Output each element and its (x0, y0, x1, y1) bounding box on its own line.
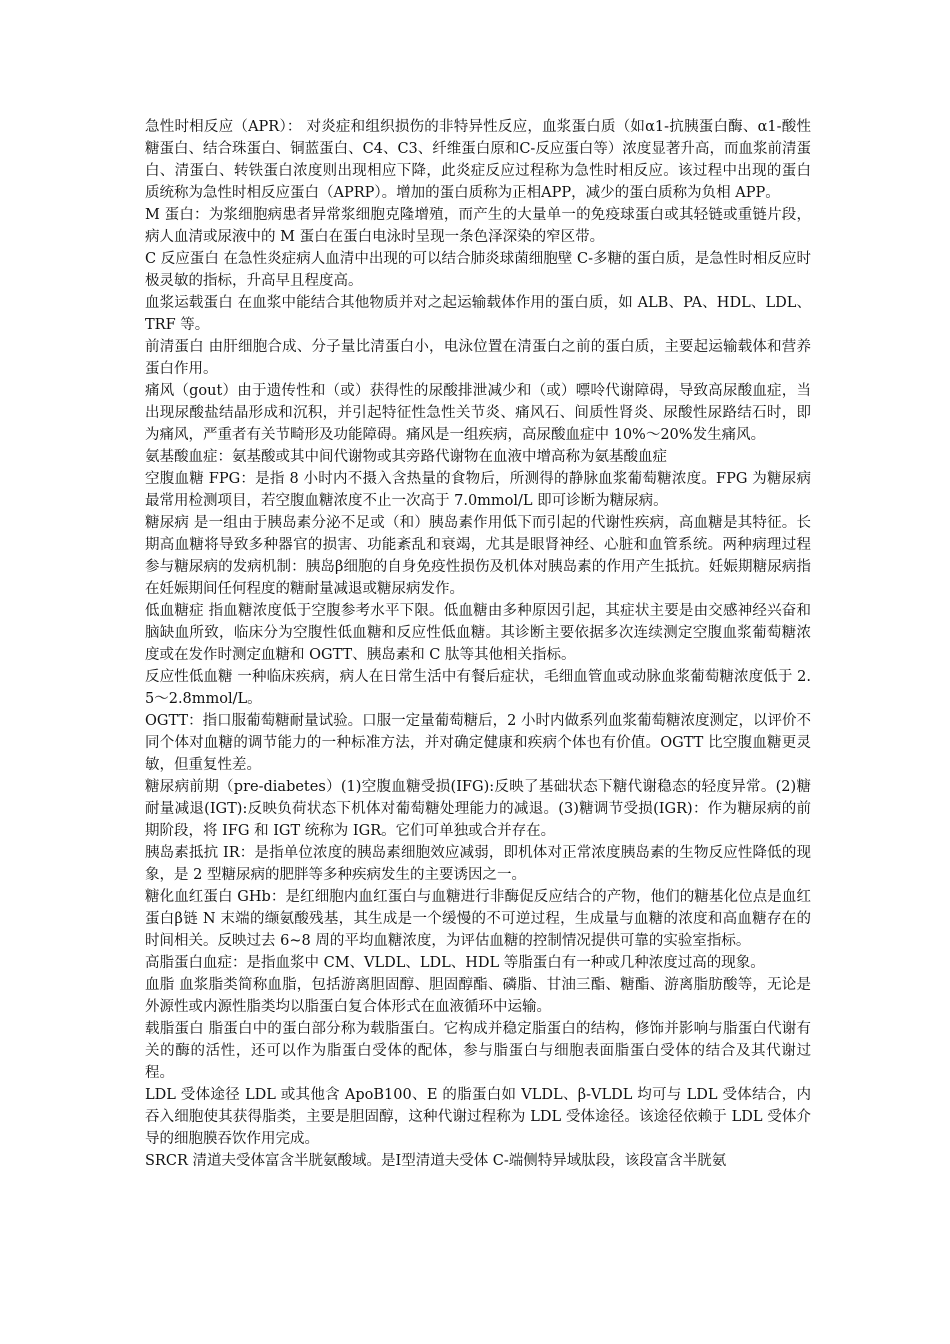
paragraph-diabetes: 糖尿病 是一组由于胰岛素分泌不足或（和）胰岛素作用低下而引起的代谢性疾病，高血糖是其特征。长期高血糖将导致多种器官的损害、功能紊乱和衰竭，尤其是眼肾神经、心脏和血管系统。两种病理过程参与糖尿病的发病机制：胰岛β细胞的自身免疫性损伤及机体对胰岛素的作用产生抵抗。妊娠期糖尿病指在妊娠期间任何程度的糖耐量减退或糖尿病发作。 (145, 515, 811, 597)
paragraph-gout: 痛风（gout）由于遗传性和（或）获得性的尿酸排泄减少和（或）嘌呤代谢障碍，导致高尿酸血症，当出现尿酸盐结晶形成和沉积，并引起特征性急性关节炎、痛风石、间质性肾炎、尿酸性尿路结石时，即为痛风，严重者有关节畸形及功能障碍。痛风是一组疾病，高尿酸血症中 10%～20%发生痛风。 (145, 383, 811, 443)
paragraph-hypoglycemia: 低血糖症 指血糖浓度低于空腹参考水平下限。低血糖由多种原因引起，其症状主要是由交感神经兴奋和脑缺血所致，临床分为空腹性低血糖和反应性低血糖。其诊断主要依据多次连续测定空腹血浆葡萄糖浓度或在发作时测定血糖和 OGTT、胰岛素和 C 肽等其他相关指标。 (145, 603, 811, 663)
paragraph-fpg: 空腹血糖 FPG：是指 8 小时内不摄入含热量的食物后，所测得的静脉血浆葡萄糖浓度。FPG 为糖尿病最常用检测项目，若空腹血糖浓度不止一次高于 7.0mmol/L 即可诊断为糖尿病。 (145, 471, 811, 509)
paragraph-ogtt: OGTT：指口服葡萄糖耐量试验。口服一定量葡萄糖后，2 小时内做系列血浆葡萄糖浓度测定，以评价不同个体对血糖的调节能力的一种标准方法，并对确定健康和疾病个体也有价值。OGTT 比空腹血糖更灵敏，但重复性差。 (145, 713, 811, 773)
paragraph-prealbumin: 前清蛋白 由肝细胞合成、分子量比清蛋白小，电泳位置在清蛋白之前的蛋白质，主要起运输载体和营养蛋白作用。 (145, 339, 811, 377)
paragraph-ldl-receptor-pathway: LDL 受体途径 LDL 或其他含 ApoB100、E 的脂蛋白如 VLDL、β-VLDL 均可与 LDL 受体结合，内吞入细胞使其获得脂类，主要是胆固醇，这种代谢过程称为 LDL 受体途径。该途径依赖于 LDL 受体介导的细胞膜吞饮作用完成。 (145, 1087, 811, 1147)
paragraph-aminoacidemia: 氨基酸血症：氨基酸或其中间代谢物或其旁路代谢物在血液中增高称为氨基酸血症 (145, 449, 667, 465)
paragraph-reactive-hypoglycemia: 反应性低血糖 一种临床疾病，病人在日常生活中有餐后症状，毛细血管血或动脉血浆葡萄糖浓度低于 2.5～2.8mmol/L。 (145, 669, 811, 707)
paragraph-insulin-resistance: 胰岛素抵抗 IR：是指单位浓度的胰岛素细胞效应减弱，即机体对正常浓度胰岛素的生物反应性降低的现象，是 2 型糖尿病的肥胖等多种疾病发生的主要诱因之一。 (145, 845, 811, 883)
paragraph-m-protein: M 蛋白：为浆细胞病患者异常浆细胞克隆增殖，而产生的大量单一的免疫球蛋白或其轻链或重链片段，病人血清或尿液中的 M 蛋白在蛋白电泳时呈现一条色泽深染的窄区带。 (145, 207, 811, 245)
paragraph-srcr: SRCR 清道夫受体富含半胱氨酸域。是Ⅰ型清道夫受体 C-端侧特异域肽段，该段富含半胱氨 (145, 1153, 727, 1169)
paragraph-c-reactive-protein: C 反应蛋白 在急性炎症病人血清中出现的可以结合肺炎球菌细胞壁 C-多糖的蛋白质，是急性时相反应时极灵敏的指标，升高早且程度高。 (145, 251, 811, 289)
document-body (145, 116, 811, 1172)
paragraph-ghb: 糖化血红蛋白 GHb：是红细胞内血红蛋白与血糖进行非酶促反应结合的产物，他们的糖基化位点是血红蛋白β链 N 末端的缬氨酸残基，其生成是一个缓慢的不可逆过程，生成量与血糖的浓度和高血糖存在的时间相关。反映过去 6~8 周的平均血糖浓度，为评估血糖的控制情况提供可靠的实验室指标。 (145, 889, 811, 949)
paragraph-prediabetes: 糖尿病前期（pre-diabetes）(1)空腹血糖受损(IFG):反映了基础状态下糖代谢稳态的轻度异常。(2)糖耐量减退(IGT):反映负荷状态下机体对葡萄糖处理能力的减退。(3)糖调节受损(IGR)：作为糖尿病的前期阶段，将 IFG 和 IGT 统称为 IGR。它们可单独或合并存在。 (145, 779, 811, 839)
paragraph-plasma-carrier-protein: 血浆运载蛋白 在血浆中能结合其他物质并对之起运输载体作用的蛋白质，如 ALB、PA、HDL、LDL、TRF 等。 (145, 295, 811, 333)
paragraph-hyperlipoproteinemia: 高脂蛋白血症：是指血浆中 CM、VLDL、LDL、HDL 等脂蛋白有一种或几种浓度过高的现象。 (145, 955, 765, 971)
paragraph-apr: 急性时相反应（APR）： 对炎症和组织损伤的非特异性反应，血浆蛋白质（如α1-抗胰蛋白酶、α1-酸性糖蛋白、结合珠蛋白、铜蓝蛋白、C4、C3、纤维蛋白原和C-反应蛋白等）浓度显著升高，而血浆前清蛋白、清蛋白、转铁蛋白浓度则出现相应下降，此炎症反应过程称为急性时相反应。该过程中出现的蛋白质统称为急性时相反应蛋白（APRP）。增加的蛋白质称为正相APP，减少的蛋白质称为负相 APP。 (145, 119, 811, 201)
paragraph-apolipoprotein: 载脂蛋白 脂蛋白中的蛋白部分称为载脂蛋白。它构成并稳定脂蛋白的结构，修饰并影响与脂蛋白代谢有关的酶的活性，还可以作为脂蛋白受体的配体，参与脂蛋白与细胞表面脂蛋白受体的结合及其代谢过程。 (145, 1021, 811, 1081)
paragraph-blood-lipids: 血脂 血浆脂类简称血脂，包括游离胆固醇、胆固醇酯、磷脂、甘油三酯、糖酯、游离脂肪酸等，无论是外源性或内源性脂类均以脂蛋白复合体形式在血液循环中运输。 (145, 977, 811, 1015)
